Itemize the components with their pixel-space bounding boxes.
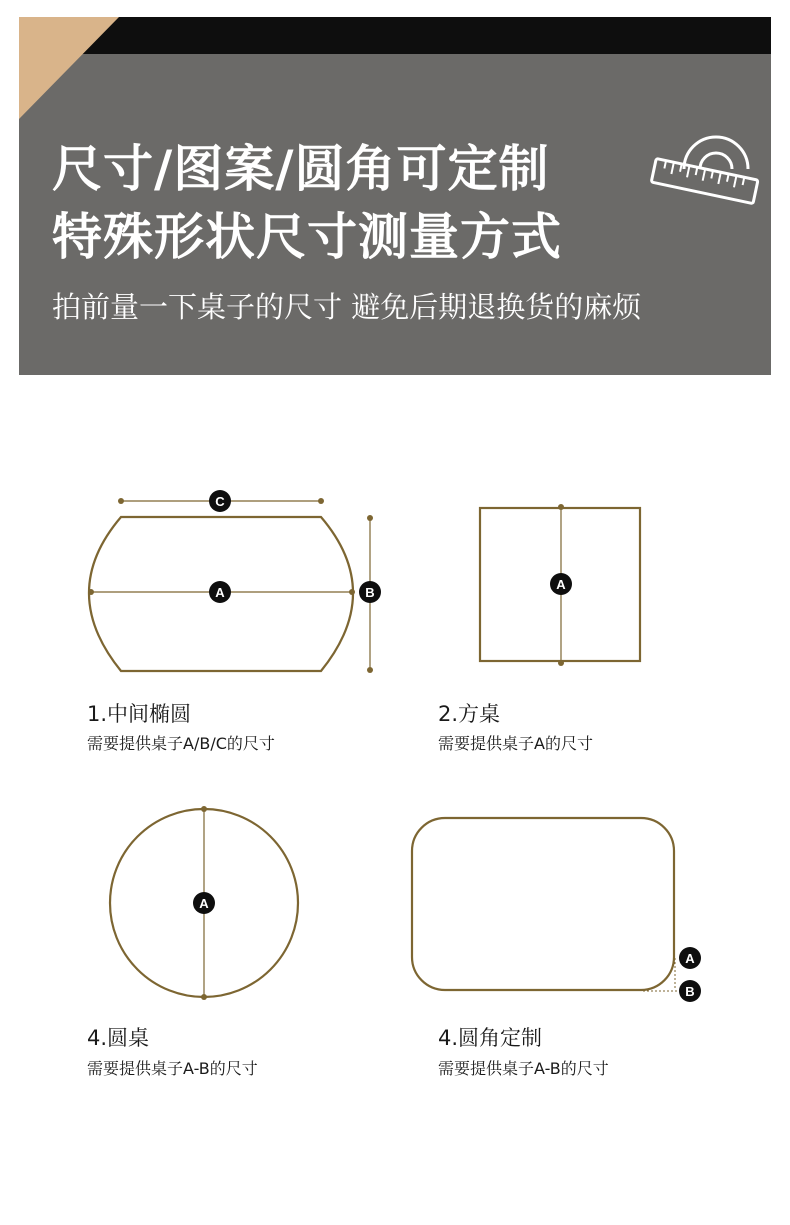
shape1-desc: 需要提供桌子A/B/C的尺寸 <box>87 734 275 753</box>
shape2-desc: 需要提供桌子A的尺寸 <box>438 734 593 753</box>
banner-gold-corner <box>19 17 119 119</box>
marker-a <box>679 947 701 969</box>
square-table-diagram <box>470 500 650 670</box>
banner-title-line1: 尺寸/图案/圆角可定制 <box>52 140 550 198</box>
header-banner <box>19 17 771 375</box>
shape4-title: 4.圆角定制 <box>438 1026 543 1050</box>
rounded-corner-table-diagram <box>405 810 715 1010</box>
svg-text:A: A <box>215 585 225 600</box>
marker-b <box>679 980 701 1002</box>
shape4-desc: 需要提供桌子A-B的尺寸 <box>438 1059 609 1078</box>
shape2-title: 2.方桌 <box>438 702 501 726</box>
marker-a <box>193 892 215 914</box>
oval-table-diagram <box>80 488 390 678</box>
shape1-title: 1.中间椭圆 <box>87 702 192 726</box>
svg-text:B: B <box>685 984 695 999</box>
marker-c <box>209 490 231 512</box>
shape3-title: 4.圆桌 <box>87 1026 150 1050</box>
rounded-table-outline <box>412 818 674 990</box>
svg-text:A: A <box>199 896 209 911</box>
svg-text:C: C <box>215 494 225 509</box>
banner-top-bar <box>19 17 771 54</box>
banner-title-line2: 特殊形状尺寸测量方式 <box>52 208 562 266</box>
ruler-protractor-icon <box>644 129 764 219</box>
svg-text:A: A <box>556 577 566 592</box>
shape3-desc: 需要提供桌子A-B的尺寸 <box>87 1059 258 1078</box>
svg-text:A: A <box>685 951 695 966</box>
marker-b <box>359 581 381 603</box>
svg-text:B: B <box>365 585 375 600</box>
marker-a <box>550 573 572 595</box>
marker-a <box>209 581 231 603</box>
round-table-diagram <box>100 800 310 1010</box>
banner-subtitle: 拍前量一下桌子的尺寸 避免后期退换货的麻烦 <box>52 290 642 324</box>
